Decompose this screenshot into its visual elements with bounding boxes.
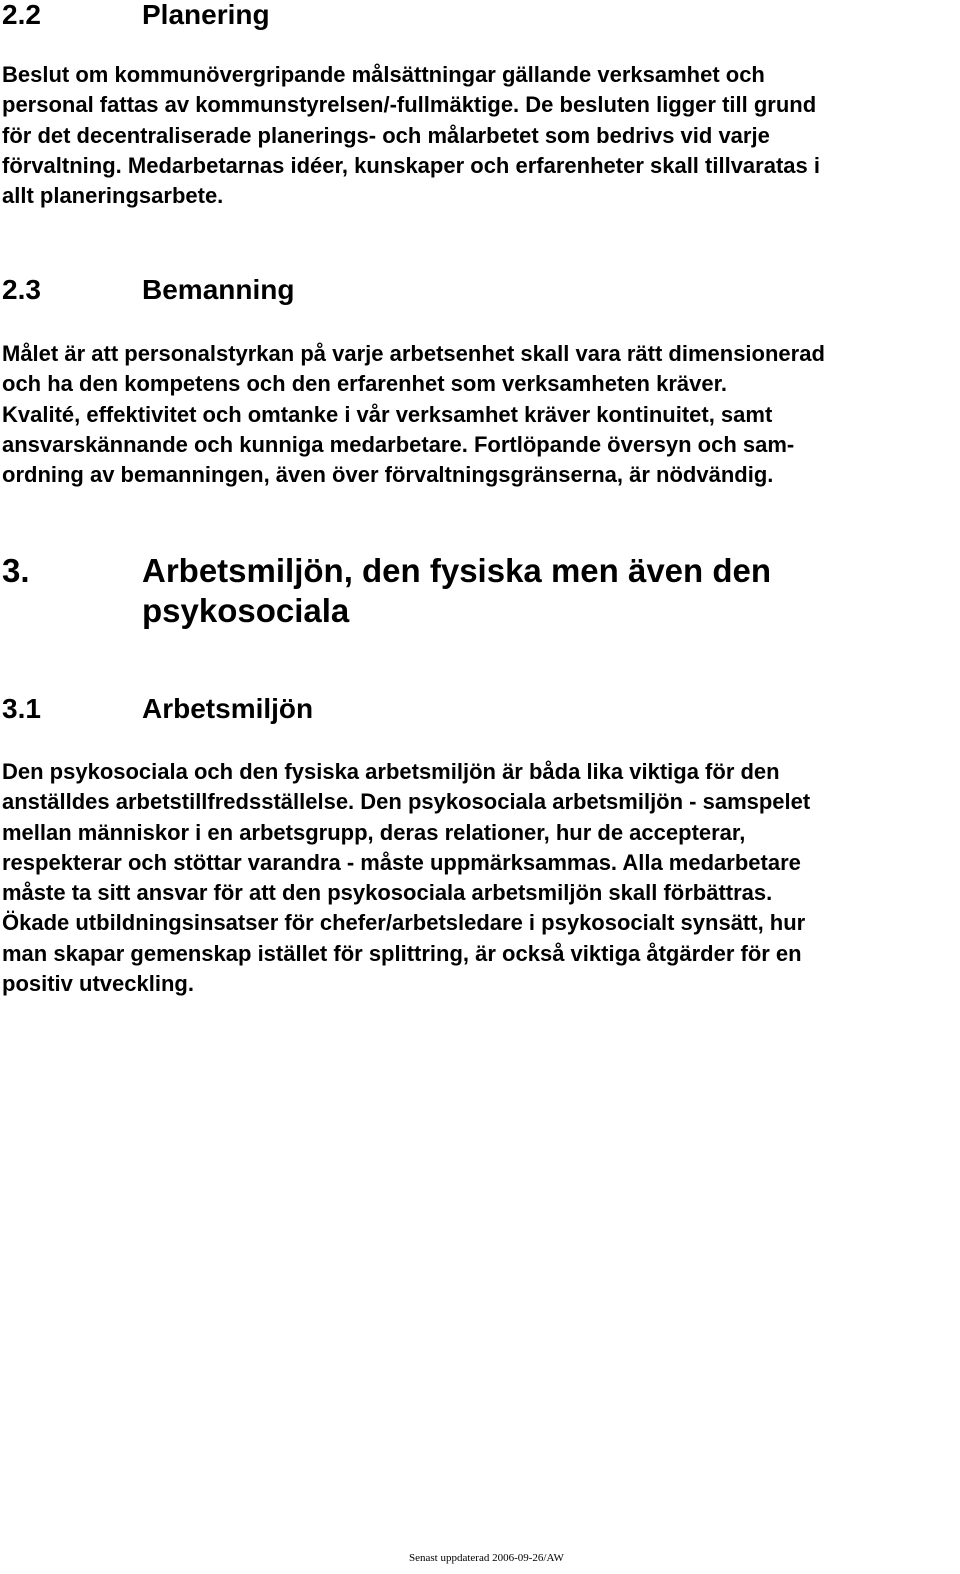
section-title: Arbetsmiljön — [142, 693, 314, 724]
paragraph-planering — [2, 60, 960, 211]
paragraph-line: Ökade utbildningsinsatser för chefer/arbetsledare i psykosocialt synsätt, hur — [2, 910, 806, 936]
paragraph-line: förvaltning. Medarbetarnas idéer, kunskaper och erfarenheter skall tillvaratas i — [2, 152, 820, 178]
paragraph-bemanning — [2, 339, 960, 490]
chapter-title: Arbetsmiljön, den fysiska men även den psykosociala — [142, 552, 772, 629]
section-title: Planering — [142, 0, 270, 30]
paragraph-line: måste ta sitt ansvar för att den psykosociala arbetsmiljön skall förbättras. — [2, 880, 773, 906]
paragraph-line: anställdes arbetstillfredsställelse. Den psykosociala arbetsmiljön - samspelet — [2, 789, 811, 815]
paragraph-line: personal fattas av kommunstyrelsen/-fullmäktige. De besluten ligger till grund — [2, 92, 817, 118]
chapter-heading-arbetsmiljon — [2, 551, 902, 631]
paragraph-line: ansvarskännande och kunniga medarbetare. Fortlöpande översyn och sam- — [2, 431, 795, 457]
page-footer: Senast uppdaterad 2006-09-26/AW — [409, 1552, 564, 1564]
paragraph-line: Kvalité, effektivitet och omtanke i vår verksamhet kräver kontinuitet, samt — [2, 401, 773, 427]
section-number: 2.2 — [2, 0, 41, 30]
section-title: Bemanning — [142, 274, 295, 305]
paragraph-line: och ha den kompetens och den erfarenhet som verksamheten kräver. — [2, 371, 728, 397]
paragraph-line: ordning av bemanningen, även över förvaltningsgränserna, är nödvändig. — [2, 462, 774, 488]
section-number: 3.1 — [2, 693, 41, 724]
paragraph-line: allt planeringsarbete. — [2, 183, 224, 209]
section-number: 2.3 — [2, 274, 41, 305]
paragraph-line: positiv utveckling. — [2, 971, 194, 997]
paragraph-line: mellan människor i en arbetsgrupp, deras relationer, hur de accepterar, — [2, 819, 746, 845]
chapter-number: 3. — [2, 552, 30, 589]
paragraph-line: Målet är att personalstyrkan på varje arbetsenhet skall vara rätt dimensionerad — [2, 341, 825, 366]
paragraph-line: för det decentraliserade planerings- och målarbetet som bedrivs vid varje — [2, 122, 770, 148]
paragraph-line: respekterar och stöttar varandra - måste uppmärksammas. Alla medarbetare — [2, 849, 801, 875]
paragraph-line: Den psykosociala och den fysiska arbetsmiljön är båda lika viktiga för den — [2, 759, 780, 784]
paragraph-line: Beslut om kommunövergripande målsättningar gällande verksamhet och — [2, 62, 765, 87]
paragraph-arbetsmiljon — [2, 757, 960, 999]
paragraph-line: man skapar gemenskap istället för splittring, är också viktiga åtgärder för en — [2, 940, 802, 966]
